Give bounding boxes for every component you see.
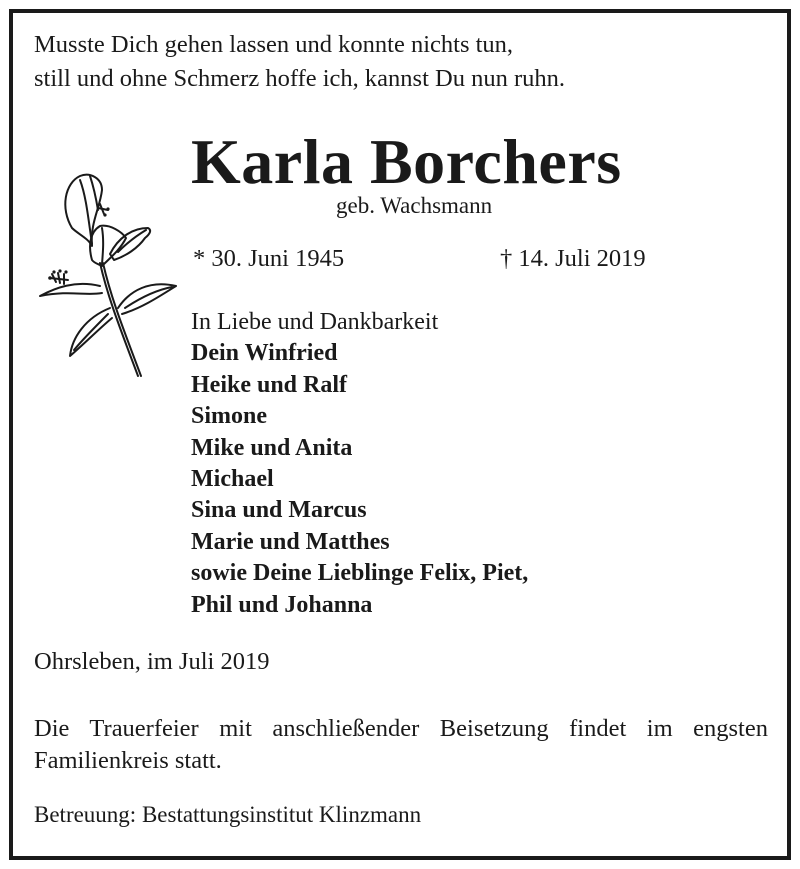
birth-date: * 30. Juni 1945 [193, 245, 345, 272]
maiden-name: geb. Wachsmann [336, 193, 493, 218]
mourner-name: Michael [191, 466, 274, 493]
death-date: † 14. Juli 2019 [500, 245, 646, 272]
mourner-name: Heike und Ralf [191, 371, 348, 398]
mourner-name: Marie und Matthes [191, 528, 390, 555]
funeral-notice: Die Trauerfeier mit anschließender Beisetzung findet im engsten Familienkreis statt. [34, 715, 768, 774]
mourner-name: Phil und Johanna [191, 591, 373, 618]
mourner-name: Dein Winfried [191, 340, 338, 367]
verse-line-2: still und ohne Schmerz hoffe ich, kannst Du nun ruhn. [34, 65, 565, 92]
deceased-name: Karla Borchers [191, 126, 622, 197]
memorial-verse [34, 28, 565, 96]
mourners-intro: In Liebe und Dankbarkeit [191, 309, 439, 335]
mourner-name: Simone [191, 403, 268, 430]
mourner-name: Sina und Marcus [191, 497, 367, 524]
place-date: Ohrsleben, im Juli 2019 [34, 648, 270, 675]
verse-line-1: Musste Dich gehen lassen und konnte nichts tun, [34, 31, 514, 58]
mourners-list [191, 307, 528, 621]
mourner-name: Mike und Anita [191, 434, 353, 461]
mourner-name: sowie Deine Lieblinge Felix, Piet, [191, 560, 529, 587]
funeral-home: Betreuung: Bestattungsinstitut Klinzmann [34, 802, 422, 827]
calla-lily-icon [30, 168, 180, 383]
